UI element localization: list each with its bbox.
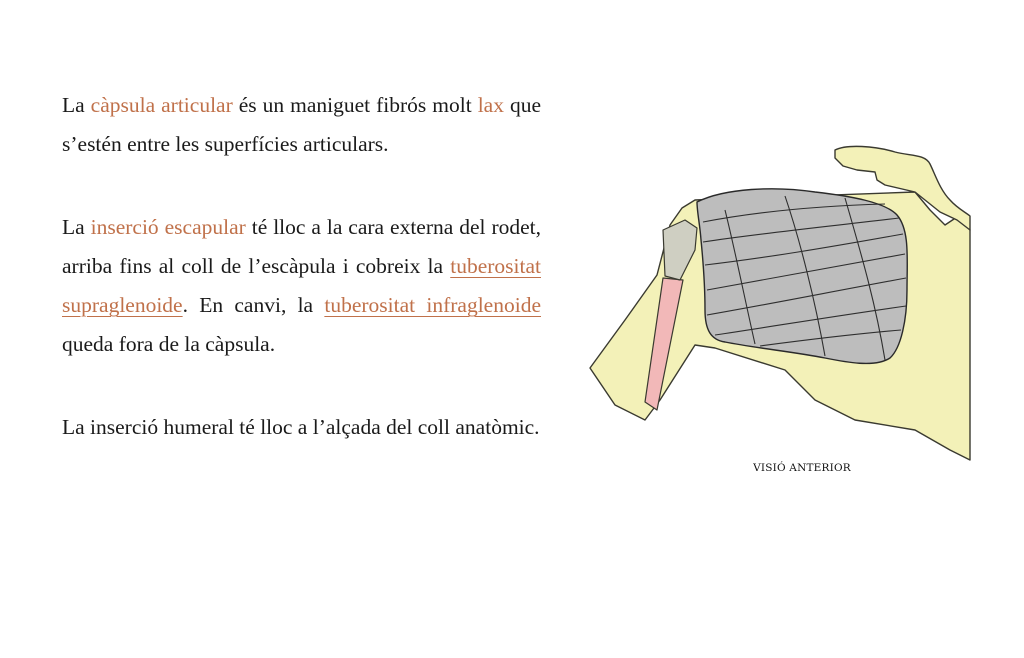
shoulder-anatomy-drawing bbox=[585, 130, 975, 475]
highlight-capsula-articular: càpsula articular bbox=[90, 93, 233, 117]
text: La inserció humeral té lloc a l’alçada del coll anatòmic. bbox=[62, 415, 540, 439]
text: queda fora de la càpsula. bbox=[62, 332, 276, 356]
shoulder-capsule-illustration bbox=[585, 130, 975, 475]
link-tuberositat-infraglenoide[interactable]: tuberositat infraglenoide bbox=[324, 293, 541, 317]
paragraph-insercio-escapular bbox=[62, 208, 541, 364]
link-tuberositat-supraglenoide[interactable]: tuberositat supraglenoide bbox=[62, 254, 541, 317]
articular-capsule bbox=[697, 189, 907, 364]
text: La bbox=[62, 215, 91, 239]
text: té lloc a la cara externa del rodet, arriba fins al coll de l’escàpula i cobreix la bbox=[62, 215, 541, 278]
text: . En canvi, la bbox=[182, 293, 325, 317]
text: que s’estén entre les superfícies articulars. bbox=[62, 93, 541, 156]
highlight-lax: lax bbox=[477, 93, 504, 117]
text: és un maniguet fibrós molt bbox=[232, 93, 478, 117]
highlight-insercio-escapular: inserció escapular bbox=[90, 215, 246, 239]
text-column bbox=[62, 86, 541, 491]
paragraph-capsula bbox=[62, 86, 541, 164]
paragraph-insercio-humeral bbox=[62, 408, 541, 447]
figure-caption: VISIÓ ANTERIOR bbox=[753, 462, 851, 474]
text: La bbox=[62, 93, 91, 117]
